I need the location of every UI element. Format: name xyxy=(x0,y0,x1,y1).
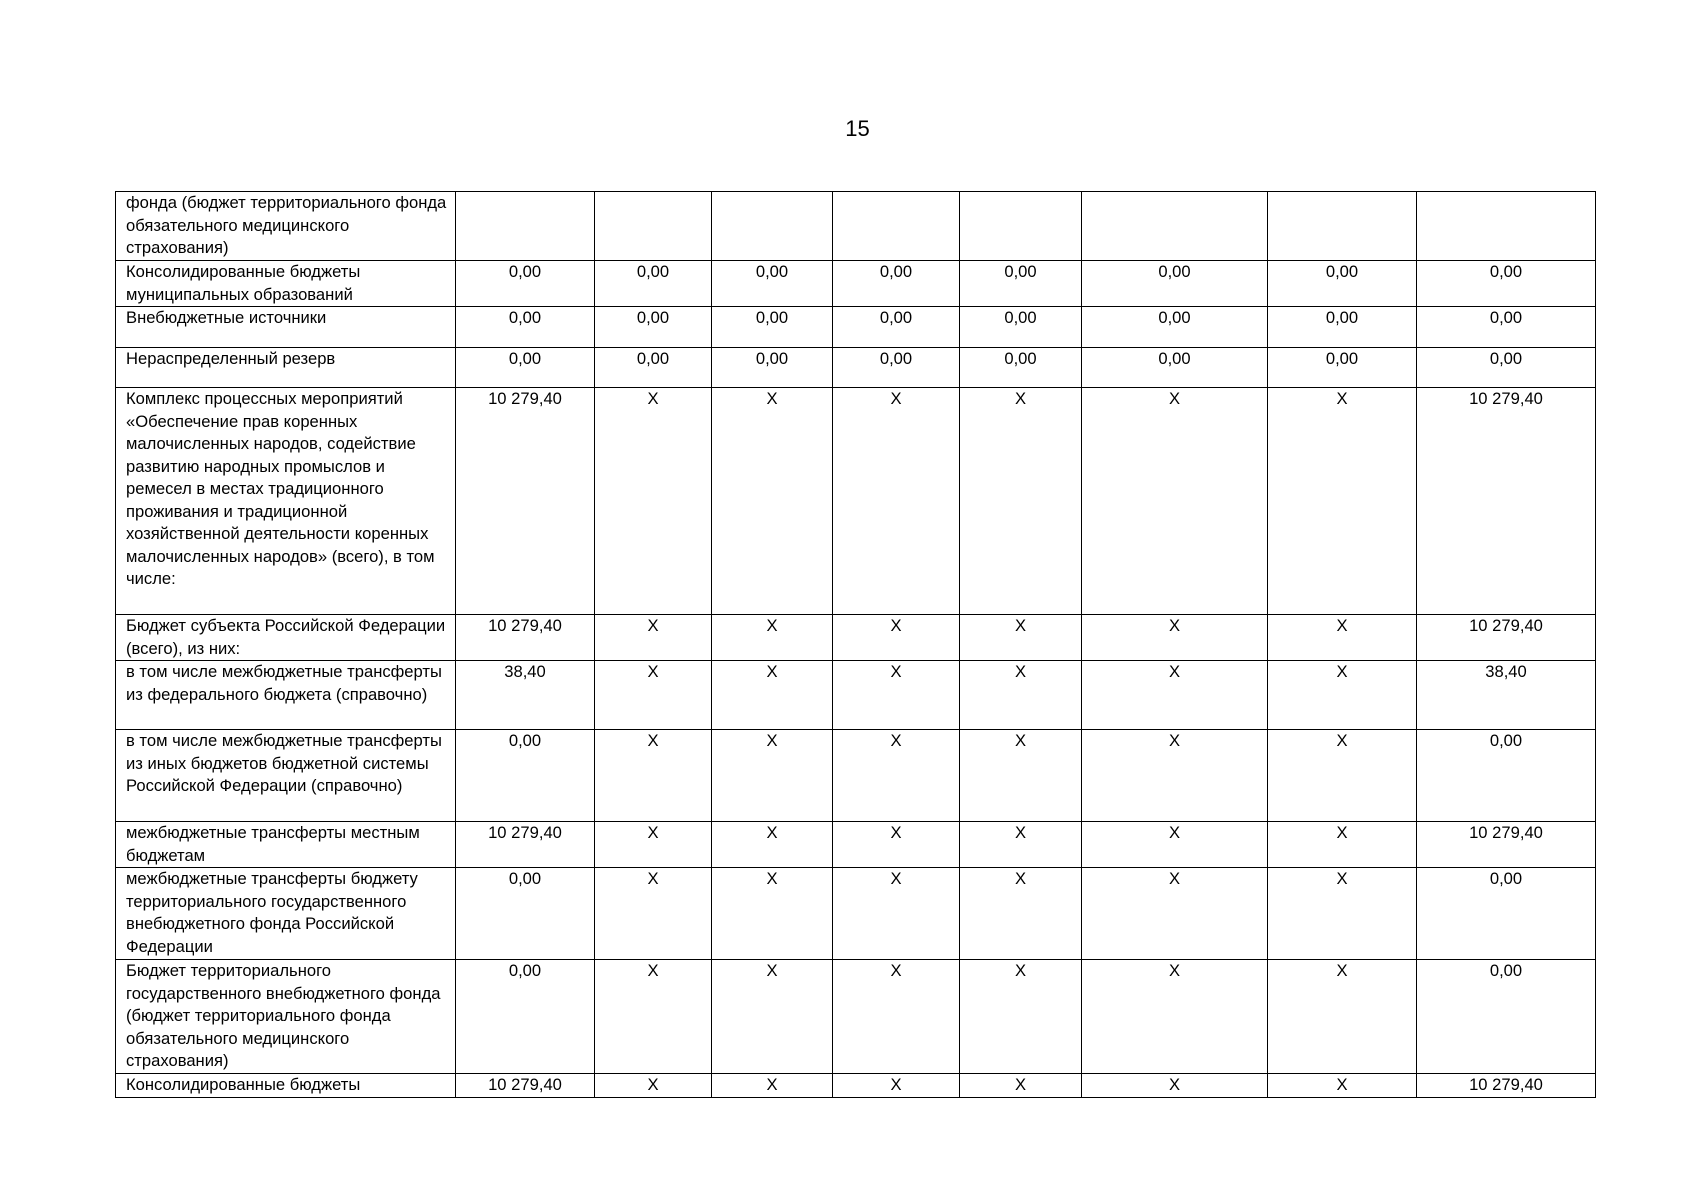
value-cell: X xyxy=(960,960,1082,1074)
row-label: Нераспределенный резерв xyxy=(116,348,456,388)
value-cell: 0,00 xyxy=(595,261,712,307)
value-cell: 0,00 xyxy=(1417,307,1596,348)
value-cell: 0,00 xyxy=(456,868,595,960)
value-cell xyxy=(1082,192,1268,261)
value-cell: X xyxy=(1268,388,1417,615)
value-cell: X xyxy=(833,1074,960,1098)
value-cell: 0,00 xyxy=(595,348,712,388)
table-row xyxy=(116,1074,1596,1098)
value-cell: X xyxy=(1268,1074,1417,1098)
value-cell: X xyxy=(712,661,833,730)
value-cell: X xyxy=(712,868,833,960)
row-label: Бюджет субъекта Российской Федерации (всего), из них: xyxy=(116,615,456,661)
value-cell: X xyxy=(1268,615,1417,661)
value-cell xyxy=(595,192,712,261)
value-cell: X xyxy=(960,822,1082,868)
value-cell: X xyxy=(833,868,960,960)
value-cell: X xyxy=(1268,822,1417,868)
value-cell: 0,00 xyxy=(960,307,1082,348)
value-cell: 0,00 xyxy=(456,960,595,1074)
value-cell: X xyxy=(595,868,712,960)
value-cell: X xyxy=(712,388,833,615)
row-label: Внебюджетные источники xyxy=(116,307,456,348)
value-cell xyxy=(1417,192,1596,261)
value-cell: X xyxy=(595,1074,712,1098)
value-cell: 0,00 xyxy=(960,261,1082,307)
value-cell: 0,00 xyxy=(1268,307,1417,348)
value-cell: 0,00 xyxy=(960,348,1082,388)
value-cell xyxy=(833,192,960,261)
row-label: Консолидированные бюджеты xyxy=(116,1074,456,1098)
value-cell: 0,00 xyxy=(1082,261,1268,307)
value-cell: 0,00 xyxy=(833,261,960,307)
value-cell: X xyxy=(1268,730,1417,822)
value-cell xyxy=(1268,192,1417,261)
value-cell: X xyxy=(960,868,1082,960)
value-cell: 0,00 xyxy=(712,307,833,348)
table-row xyxy=(116,960,1596,1074)
value-cell: 0,00 xyxy=(1082,307,1268,348)
value-cell: X xyxy=(833,615,960,661)
value-cell: X xyxy=(1082,960,1268,1074)
value-cell: 0,00 xyxy=(1417,960,1596,1074)
page-number: 15 xyxy=(845,116,870,141)
value-cell: 10 279,40 xyxy=(456,388,595,615)
value-cell: 38,40 xyxy=(456,661,595,730)
row-label: межбюджетные трансферты бюджету территориального государственного внебюджетного фонда Российской Федерации xyxy=(116,868,456,960)
row-label: Бюджет территориального государственного внебюджетного фонда (бюджет территориального фонда обязательного медицинского страхования) xyxy=(116,960,456,1074)
value-cell: X xyxy=(712,960,833,1074)
value-cell: 0,00 xyxy=(456,307,595,348)
value-cell: X xyxy=(833,822,960,868)
value-cell: X xyxy=(960,661,1082,730)
value-cell: 10 279,40 xyxy=(1417,388,1596,615)
budget-table xyxy=(115,191,1596,1098)
value-cell: 0,00 xyxy=(1268,348,1417,388)
value-cell: 0,00 xyxy=(833,348,960,388)
value-cell: 0,00 xyxy=(595,307,712,348)
row-label: фонда (бюджет территориального фонда обязательного медицинского страхования) xyxy=(116,192,456,261)
table-row xyxy=(116,348,1596,388)
value-cell: X xyxy=(1268,960,1417,1074)
value-cell xyxy=(712,192,833,261)
value-cell: 10 279,40 xyxy=(456,615,595,661)
value-cell: X xyxy=(833,960,960,1074)
value-cell: X xyxy=(595,822,712,868)
value-cell: 0,00 xyxy=(456,730,595,822)
value-cell xyxy=(456,192,595,261)
value-cell: X xyxy=(833,388,960,615)
value-cell: X xyxy=(960,730,1082,822)
value-cell: X xyxy=(595,615,712,661)
row-label: межбюджетные трансферты местным бюджетам xyxy=(116,822,456,868)
value-cell: X xyxy=(1082,615,1268,661)
table-row xyxy=(116,822,1596,868)
value-cell: 10 279,40 xyxy=(1417,822,1596,868)
value-cell: X xyxy=(595,661,712,730)
value-cell: X xyxy=(712,822,833,868)
value-cell: 38,40 xyxy=(1417,661,1596,730)
value-cell: X xyxy=(595,730,712,822)
value-cell: 10 279,40 xyxy=(1417,615,1596,661)
table-row xyxy=(116,192,1596,261)
value-cell: 0,00 xyxy=(1082,348,1268,388)
value-cell: 0,00 xyxy=(833,307,960,348)
value-cell: X xyxy=(1082,730,1268,822)
value-cell: X xyxy=(1082,388,1268,615)
table-row xyxy=(116,615,1596,661)
value-cell: X xyxy=(1268,661,1417,730)
value-cell: 0,00 xyxy=(456,348,595,388)
value-cell: X xyxy=(1268,868,1417,960)
value-cell: X xyxy=(960,615,1082,661)
value-cell xyxy=(960,192,1082,261)
table-row xyxy=(116,388,1596,615)
table-row xyxy=(116,868,1596,960)
value-cell: 0,00 xyxy=(456,261,595,307)
value-cell: 0,00 xyxy=(1417,261,1596,307)
value-cell: 0,00 xyxy=(1417,868,1596,960)
value-cell: X xyxy=(712,1074,833,1098)
table-row xyxy=(116,661,1596,730)
value-cell: X xyxy=(1082,822,1268,868)
row-label: Комплекс процессных мероприятий «Обеспечение прав коренных малочисленных народов, содействие развитию народных промыслов и ремесел в местах традиционного проживания и традиционной хозяйственной деятельности коренных малочисленных народов» (всего), в том числе: xyxy=(116,388,456,615)
value-cell: X xyxy=(960,388,1082,615)
value-cell: X xyxy=(833,661,960,730)
value-cell: X xyxy=(960,1074,1082,1098)
value-cell: X xyxy=(595,960,712,1074)
row-label: Консолидированные бюджеты муниципальных образований xyxy=(116,261,456,307)
value-cell: X xyxy=(833,730,960,822)
value-cell: 0,00 xyxy=(1417,348,1596,388)
value-cell: 10 279,40 xyxy=(456,1074,595,1098)
table-row xyxy=(116,730,1596,822)
value-cell: 0,00 xyxy=(1417,730,1596,822)
table-row xyxy=(116,307,1596,348)
value-cell: X xyxy=(595,388,712,615)
value-cell: 0,00 xyxy=(712,261,833,307)
row-label: в том числе межбюджетные трансферты из федерального бюджета (справочно) xyxy=(116,661,456,730)
value-cell: X xyxy=(712,615,833,661)
value-cell: X xyxy=(1082,661,1268,730)
value-cell: X xyxy=(1082,1074,1268,1098)
value-cell: 0,00 xyxy=(1268,261,1417,307)
value-cell: X xyxy=(712,730,833,822)
row-label: в том числе межбюджетные трансферты из иных бюджетов бюджетной системы Российской Федерации (справочно) xyxy=(116,730,456,822)
table-row xyxy=(116,261,1596,307)
value-cell: 10 279,40 xyxy=(456,822,595,868)
value-cell: X xyxy=(1082,868,1268,960)
value-cell: 0,00 xyxy=(712,348,833,388)
value-cell: 10 279,40 xyxy=(1417,1074,1596,1098)
